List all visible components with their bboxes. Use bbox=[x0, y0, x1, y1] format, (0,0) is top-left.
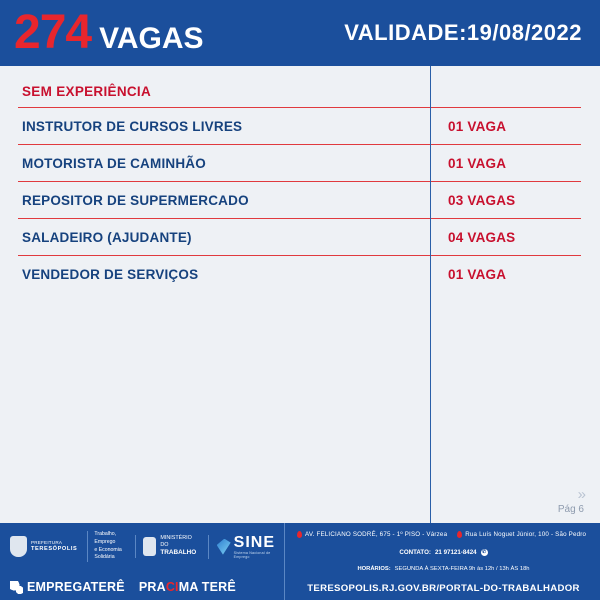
vacancy-count: 274 bbox=[14, 6, 92, 59]
chevron-right-icon: » bbox=[577, 486, 584, 503]
table-row bbox=[18, 256, 582, 292]
job-quantity: 01 VAGA bbox=[448, 266, 507, 282]
sine-subtitle: Sistema Nacional de Emprego bbox=[233, 550, 271, 559]
dept-line3: Solidária bbox=[94, 554, 115, 561]
footer bbox=[0, 523, 600, 600]
table-row bbox=[18, 145, 582, 181]
header bbox=[0, 0, 600, 66]
location-pin-icon bbox=[457, 531, 462, 538]
table-row bbox=[18, 182, 582, 218]
brand2-part-c: MA TERÊ bbox=[178, 580, 236, 594]
department-label bbox=[87, 531, 124, 562]
praciamatere-logo bbox=[139, 580, 236, 594]
column-divider bbox=[430, 66, 431, 523]
job-list-section bbox=[0, 66, 600, 523]
brand2-part-b: CI bbox=[165, 580, 179, 594]
job-title: MOTORISTA DE CAMINHÃO bbox=[22, 155, 206, 171]
table-row bbox=[18, 108, 582, 144]
section-title: SEM EXPERIÊNCIA bbox=[22, 84, 152, 99]
hours-value: SEGUNDA À SEXTA-FEIRA 9h às 12h / 13h ÀS 18h bbox=[394, 566, 530, 573]
address-row bbox=[297, 531, 590, 538]
job-title: INSTRUTOR DE CURSOS LIVRES bbox=[22, 118, 243, 134]
contact-label: CONTATO: bbox=[399, 548, 431, 556]
job-quantity: 01 VAGA bbox=[448, 118, 507, 134]
page-number: Pág 6 bbox=[557, 504, 584, 515]
job-title: SALADEIRO (AJUDANTE) bbox=[22, 229, 192, 245]
job-quantity: 03 VAGAS bbox=[448, 192, 516, 208]
swoosh-icon bbox=[217, 539, 231, 555]
dept-line2: e Economia bbox=[94, 546, 122, 553]
ministry-icon bbox=[143, 537, 157, 556]
validity-label: VALIDADE:19/08/2022 bbox=[344, 20, 582, 45]
dept-line1: Trabalho, Emprego bbox=[94, 531, 117, 545]
program-brands bbox=[10, 580, 278, 594]
shield-icon bbox=[10, 536, 27, 557]
hours-row bbox=[297, 566, 590, 572]
institution-logos bbox=[10, 531, 278, 562]
address-2: Rua Luís Noguet Júnior, 100 - São Pedro bbox=[465, 531, 587, 538]
job-title: VENDEDOR DE SERVIÇOS bbox=[22, 266, 199, 282]
address-item-2 bbox=[457, 531, 586, 538]
crest-line2: TERESÓPOLIS bbox=[31, 545, 78, 552]
address-1: AV. FELICIANO SODRÉ, 675 - 1º PISO - Várzea bbox=[305, 531, 448, 538]
dots-icon bbox=[10, 581, 23, 594]
sine-logo bbox=[208, 535, 278, 559]
contact-row bbox=[297, 549, 590, 556]
contact-value: 21 97121-8424 bbox=[434, 548, 477, 556]
gov-line2: TRABALHO bbox=[160, 549, 197, 557]
empregatere-label: EMPREGATERÊ bbox=[27, 580, 125, 594]
empregatere-logo bbox=[10, 580, 125, 594]
ministry-logo bbox=[135, 535, 198, 557]
page-marker bbox=[558, 487, 584, 515]
whatsapp-icon: ✆ bbox=[482, 549, 487, 556]
gov-line1: MINISTÉRIO DO bbox=[160, 535, 192, 549]
crest-line1: PREFEITURA bbox=[31, 540, 63, 546]
address-item-1 bbox=[297, 531, 447, 538]
website-url[interactable]: TERESOPOLIS.RJ.GOV.BR/PORTAL-DO-TRABALHADOR bbox=[307, 582, 580, 594]
city-crest-logo bbox=[10, 536, 77, 557]
header-count-group bbox=[14, 6, 204, 59]
vacancy-count-label: VAGAS bbox=[99, 22, 204, 55]
location-pin-icon bbox=[297, 531, 302, 538]
brand2-part-a: PRA bbox=[138, 580, 166, 594]
footer-contact bbox=[284, 523, 600, 600]
job-title: REPOSITOR DE SUPERMERCADO bbox=[22, 192, 249, 208]
job-quantity: 04 VAGAS bbox=[448, 229, 516, 245]
hours-label: HORÁRIOS: bbox=[357, 566, 391, 573]
sine-wordmark: SINE bbox=[233, 533, 275, 551]
table-row bbox=[18, 219, 582, 255]
job-quantity: 01 VAGA bbox=[448, 155, 507, 171]
footer-logos bbox=[0, 523, 284, 600]
